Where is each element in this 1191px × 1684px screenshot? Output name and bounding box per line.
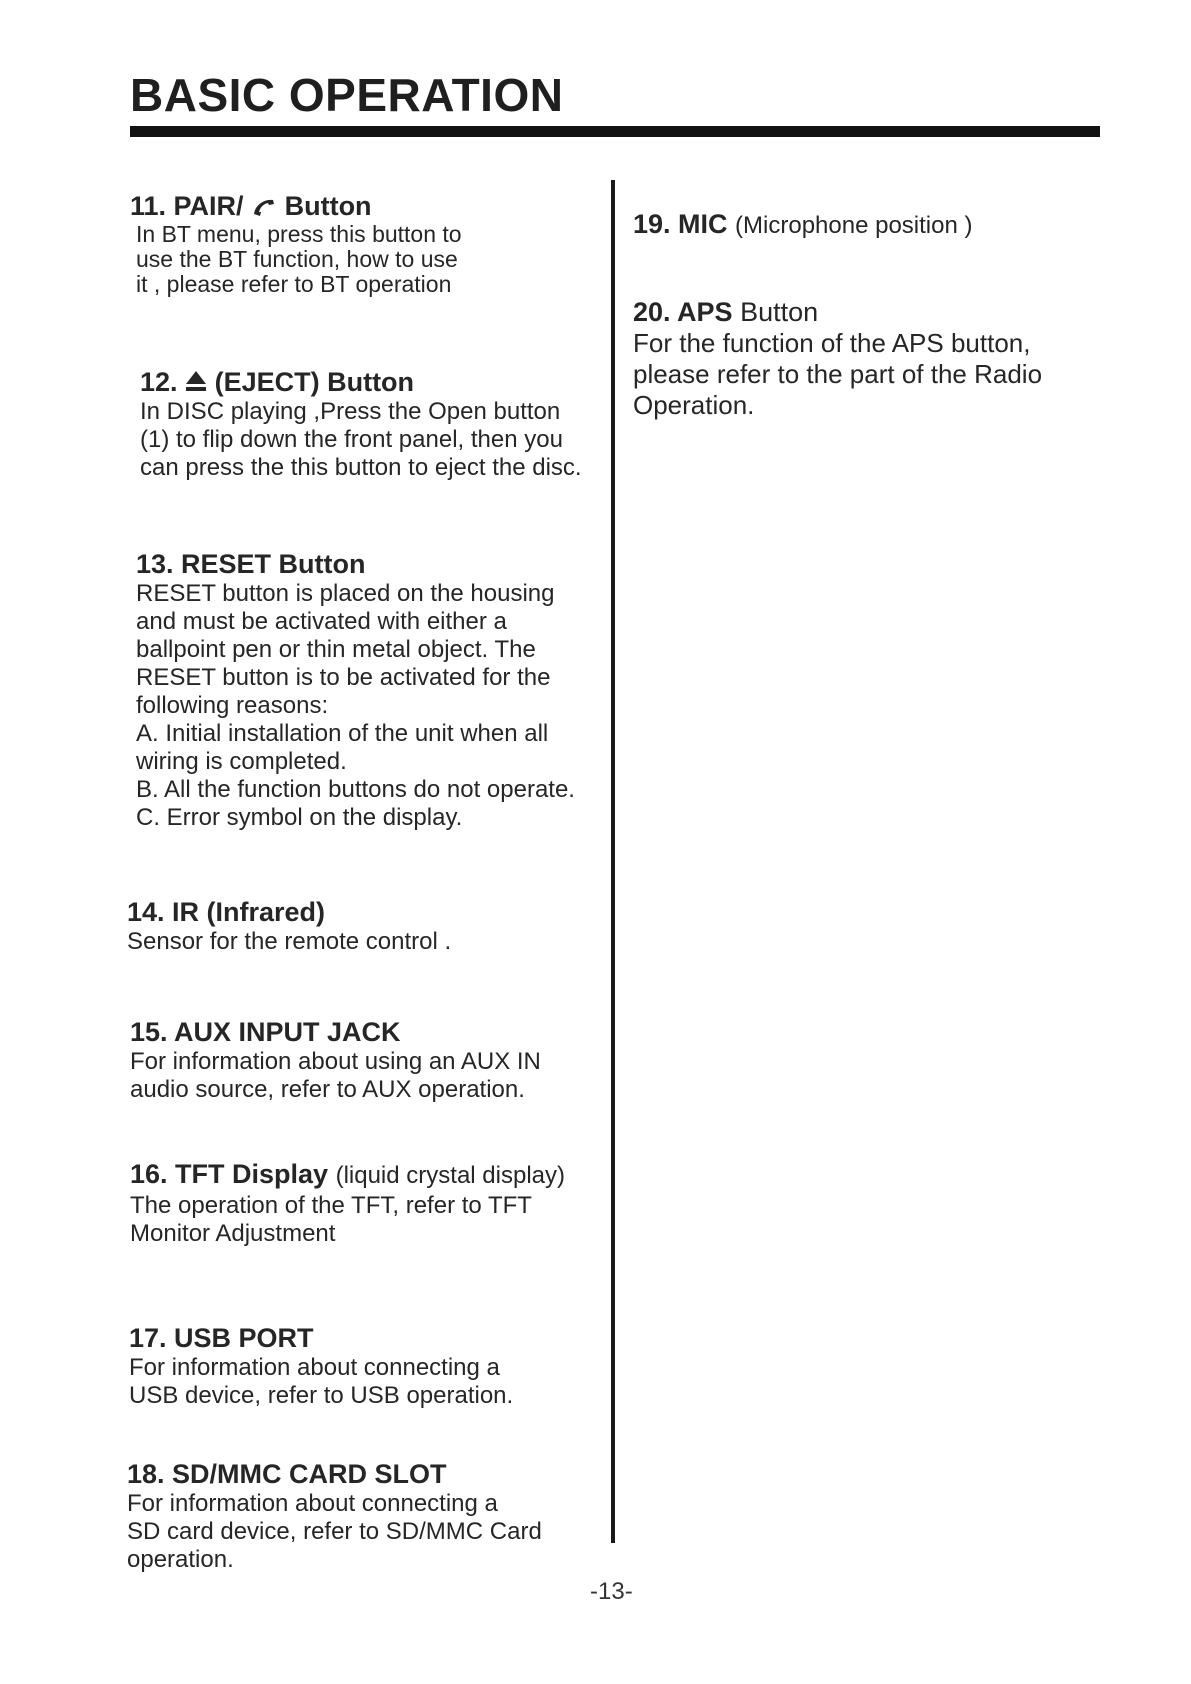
section-13-line: following reasons: (136, 692, 329, 719)
section-11-label: Button (284, 191, 372, 221)
section-11-line: In BT menu, press this button to (136, 221, 462, 247)
section-13-line: wiring is completed. (136, 748, 347, 775)
section-13-line: ballpoint pen or thin metal object. The (136, 636, 536, 663)
section-16-line: The operation of the TFT, refer to TFT (130, 1192, 532, 1219)
section-15-aux-input (130, 1016, 541, 1104)
section-12-line: can press the this button to eject the disc. (140, 454, 582, 481)
section-19-title: 19. MIC (633, 209, 728, 239)
section-13-line: and must be activated with either a (136, 608, 507, 635)
section-11-line: use the BT function, how to use (136, 246, 458, 272)
phone-icon (251, 196, 277, 218)
section-18-heading: 18. SD/MMC CARD SLOT (127, 1459, 447, 1489)
page-title: BASIC OPERATION (130, 69, 564, 121)
section-17-usb-port (129, 1322, 513, 1410)
eject-icon (185, 369, 207, 393)
section-17-heading: 17. USB PORT (129, 1323, 314, 1353)
section-18-line: For information about connecting a (127, 1490, 498, 1517)
column-divider (611, 180, 615, 1543)
section-11-number: 11. PAIR/ (130, 191, 244, 221)
section-20-line: please refer to the part of the Radio (633, 359, 1043, 389)
section-13-line: C. Error symbol on the display. (136, 804, 463, 831)
section-13-line: RESET button is to be activated for the (136, 664, 551, 691)
section-18-sd-mmc-slot (127, 1458, 542, 1574)
section-12-line: (1) to flip down the front panel, then you (140, 426, 563, 453)
title-rule (130, 126, 1100, 137)
section-16-heading (130, 1158, 565, 1192)
section-12-eject-button (140, 366, 582, 482)
section-12-number: 12. (140, 367, 178, 397)
section-13-line: A. Initial installation of the unit when all (136, 720, 549, 747)
section-19-note: (Microphone position ) (735, 212, 973, 239)
section-20-title: 20. APS (633, 297, 733, 327)
section-19-mic (633, 208, 973, 242)
section-12-heading (140, 366, 582, 398)
section-12-line: In DISC playing ,Press the Open button (140, 398, 561, 425)
section-20-note: Button (740, 297, 819, 327)
section-15-heading: 15. AUX INPUT JACK (130, 1017, 401, 1047)
section-15-line: audio source, refer to AUX operation. (130, 1076, 525, 1103)
section-14-ir (127, 896, 451, 956)
section-16-title: 16. TFT Display (130, 1159, 329, 1189)
section-12-label: (EJECT) Button (214, 367, 415, 397)
section-11-line: it , please refer to BT operation (136, 271, 452, 297)
section-20-line: For the function of the APS button, (633, 328, 1031, 358)
section-13-line: B. All the function buttons do not operate. (136, 776, 575, 803)
page-number: -13- (590, 1578, 633, 1605)
section-11-pair-button (130, 190, 462, 297)
section-16-line: Monitor Adjustment (130, 1220, 336, 1247)
section-14-heading: 14. IR (Infrared) (127, 897, 326, 927)
section-18-line: operation. (127, 1546, 234, 1573)
section-20-line: Operation. (633, 390, 755, 420)
section-13-heading: 13. RESET Button (136, 549, 366, 579)
section-11-heading (130, 190, 462, 222)
section-13-line: RESET button is placed on the housing (136, 580, 555, 607)
section-13-reset-button (136, 548, 575, 832)
section-16-tft-display (130, 1158, 565, 1248)
section-17-line: USB device, refer to USB operation. (129, 1382, 514, 1409)
section-20-heading (633, 296, 1042, 328)
section-19-heading (633, 208, 973, 242)
section-14-line: Sensor for the remote control . (127, 928, 452, 955)
section-18-line: SD card device, refer to SD/MMC Card (127, 1518, 542, 1545)
section-20-aps-button (633, 296, 1042, 421)
section-16-note: (liquid crystal display) (335, 1162, 565, 1189)
section-17-line: For information about connecting a (129, 1354, 500, 1381)
section-15-line: For information about using an AUX IN (130, 1048, 541, 1075)
